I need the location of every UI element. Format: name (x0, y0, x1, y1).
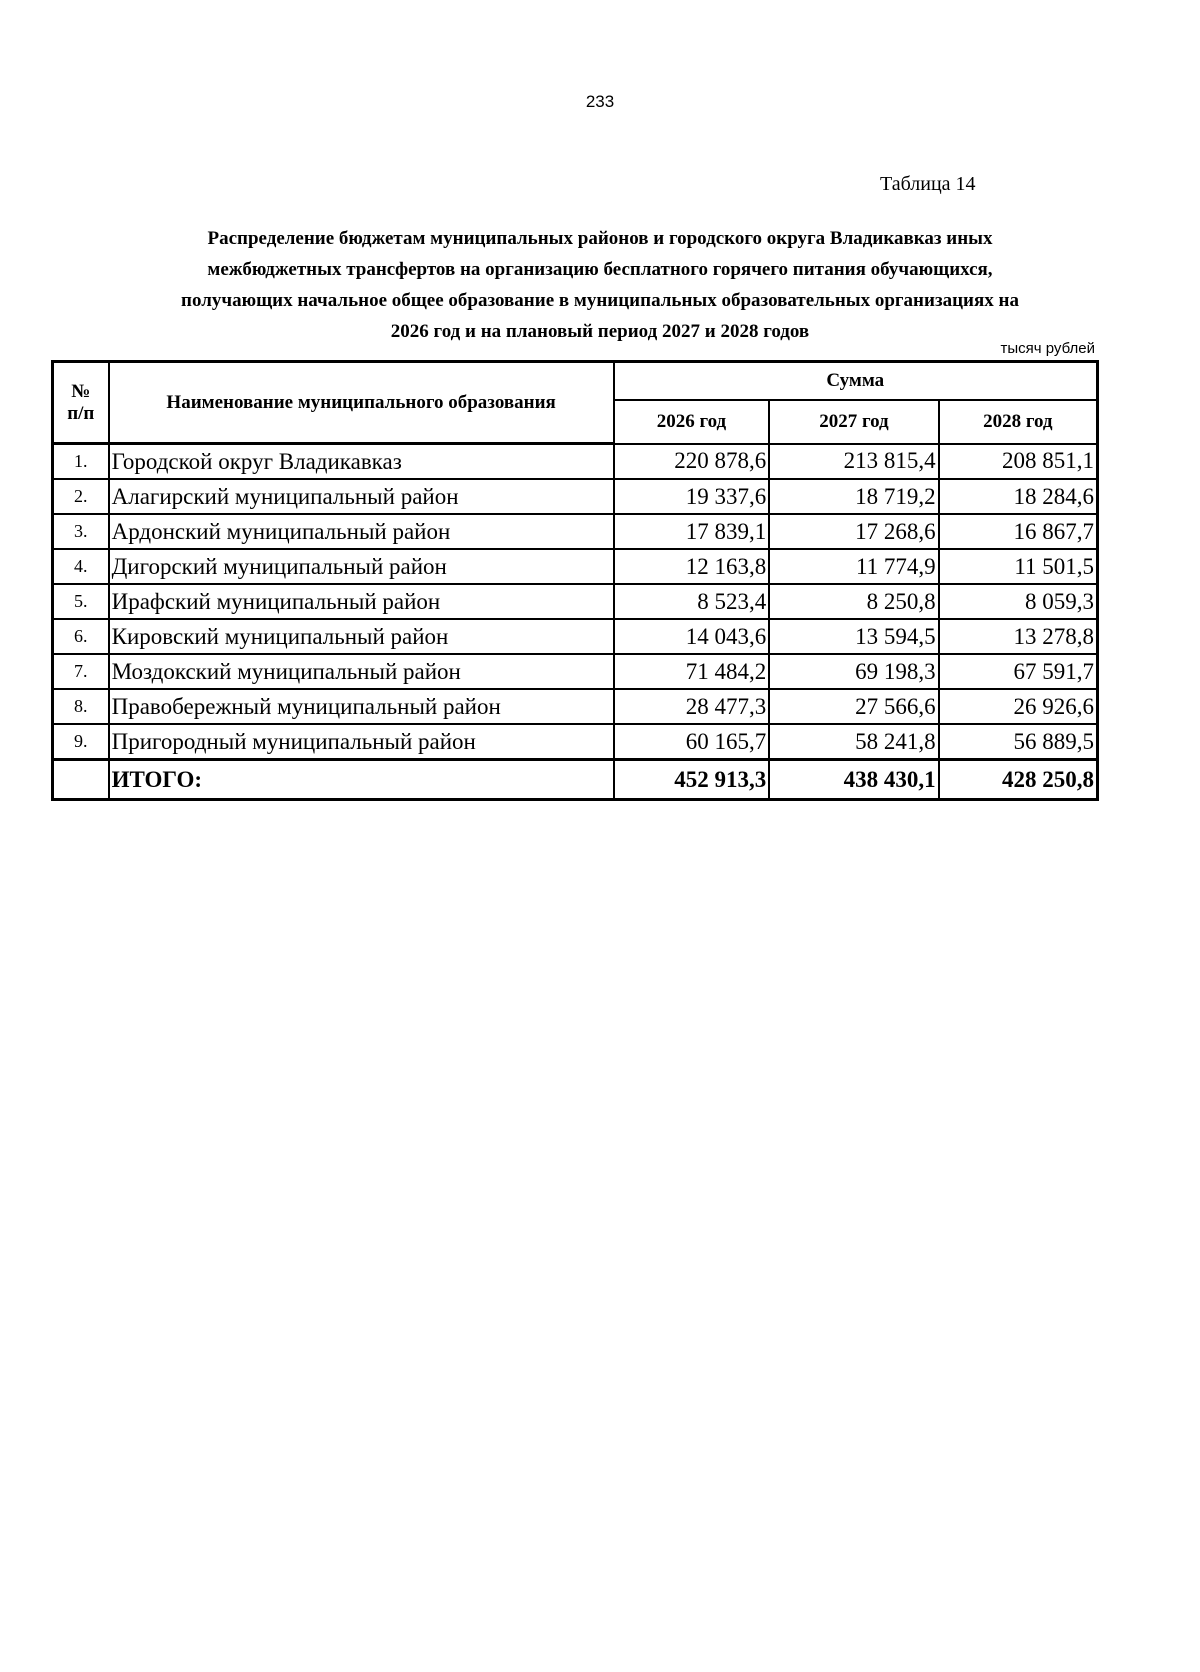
value-2027: 18 719,2 (769, 479, 938, 514)
value-2026: 28 477,3 (614, 689, 770, 724)
value-2028: 56 889,5 (939, 724, 1098, 760)
header-year-2027: 2027 год (769, 400, 938, 444)
table-row (53, 689, 1098, 724)
value-2026: 8 523,4 (614, 584, 770, 619)
municipality-name: Правобережный муниципальный район (109, 689, 614, 724)
value-2026: 71 484,2 (614, 654, 770, 689)
row-number: 1. (53, 444, 109, 480)
row-number: 8. (53, 689, 109, 724)
table-row (53, 619, 1098, 654)
value-2027: 17 268,6 (769, 514, 938, 549)
value-2027: 8 250,8 (769, 584, 938, 619)
value-2028: 16 867,7 (939, 514, 1098, 549)
row-number: 3. (53, 514, 109, 549)
table-row (53, 479, 1098, 514)
value-2026: 220 878,6 (614, 444, 770, 480)
header-name: Наименование муниципального образования (109, 362, 614, 444)
municipality-name: Алагирский муниципальный район (109, 479, 614, 514)
row-number: 6. (53, 619, 109, 654)
header-sum: Сумма (614, 362, 1098, 400)
value-2026: 60 165,7 (614, 724, 770, 760)
table-row (53, 444, 1098, 480)
value-2027: 213 815,4 (769, 444, 938, 480)
value-2027: 13 594,5 (769, 619, 938, 654)
table-row (53, 654, 1098, 689)
header-row (53, 362, 1098, 400)
total-2028: 428 250,8 (939, 760, 1098, 800)
value-2028: 208 851,1 (939, 444, 1098, 480)
row-number: 2. (53, 479, 109, 514)
municipality-name: Ардонский муниципальный район (109, 514, 614, 549)
units-label: тысяч рублей (1000, 340, 1095, 357)
value-2026: 17 839,1 (614, 514, 770, 549)
header-year-2028: 2028 год (939, 400, 1098, 444)
header-number-abbr: п/п (67, 402, 95, 424)
total-2026: 452 913,3 (614, 760, 770, 800)
municipality-name: Кировский муниципальный район (109, 619, 614, 654)
header-year-2026: 2026 год (614, 400, 770, 444)
total-row (53, 760, 1098, 800)
value-2026: 19 337,6 (614, 479, 770, 514)
value-2028: 18 284,6 (939, 479, 1098, 514)
title-line: получающих начальное общее образование в муниципальных образовательных организациях на (181, 290, 1019, 311)
value-2028: 26 926,6 (939, 689, 1098, 724)
value-2027: 27 566,6 (769, 689, 938, 724)
table-row (53, 514, 1098, 549)
value-2028: 67 591,7 (939, 654, 1098, 689)
table-row (53, 584, 1098, 619)
row-number: 5. (53, 584, 109, 619)
municipality-name: Городской округ Владикавказ (109, 444, 614, 480)
header-number (53, 362, 109, 444)
header-number-sign: № (71, 380, 91, 402)
value-2027: 11 774,9 (769, 549, 938, 584)
municipality-name: Ирафский муниципальный район (109, 584, 614, 619)
value-2026: 14 043,6 (614, 619, 770, 654)
municipality-name: Моздокский муниципальный район (109, 654, 614, 689)
value-2026: 12 163,8 (614, 549, 770, 584)
title-line: Распределение бюджетам муниципальных районов и городского округа Владикавказ иных (207, 228, 993, 249)
title-line: межбюджетных трансфертов на организацию бесплатного горячего питания обучающихся, (207, 259, 993, 280)
municipality-name: Пригородный муниципальный район (109, 724, 614, 760)
value-2027: 58 241,8 (769, 724, 938, 760)
table-row (53, 724, 1098, 760)
value-2028: 13 278,8 (939, 619, 1098, 654)
document-title (60, 223, 1140, 347)
title-line: 2026 год и на плановый период 2027 и 2028 годов (390, 321, 810, 342)
budget-table (51, 360, 1099, 801)
page-number: 233 (585, 92, 615, 111)
value-2027: 69 198,3 (769, 654, 938, 689)
total-label: ИТОГО: (109, 760, 614, 800)
table-row (53, 549, 1098, 584)
row-number: 7. (53, 654, 109, 689)
table-label: Таблица 14 (880, 173, 976, 195)
total-number-cell (53, 760, 109, 800)
row-number: 4. (53, 549, 109, 584)
value-2028: 8 059,3 (939, 584, 1098, 619)
total-2027: 438 430,1 (769, 760, 938, 800)
value-2028: 11 501,5 (939, 549, 1098, 584)
municipality-name: Дигорский муниципальный район (109, 549, 614, 584)
row-number: 9. (53, 724, 109, 760)
